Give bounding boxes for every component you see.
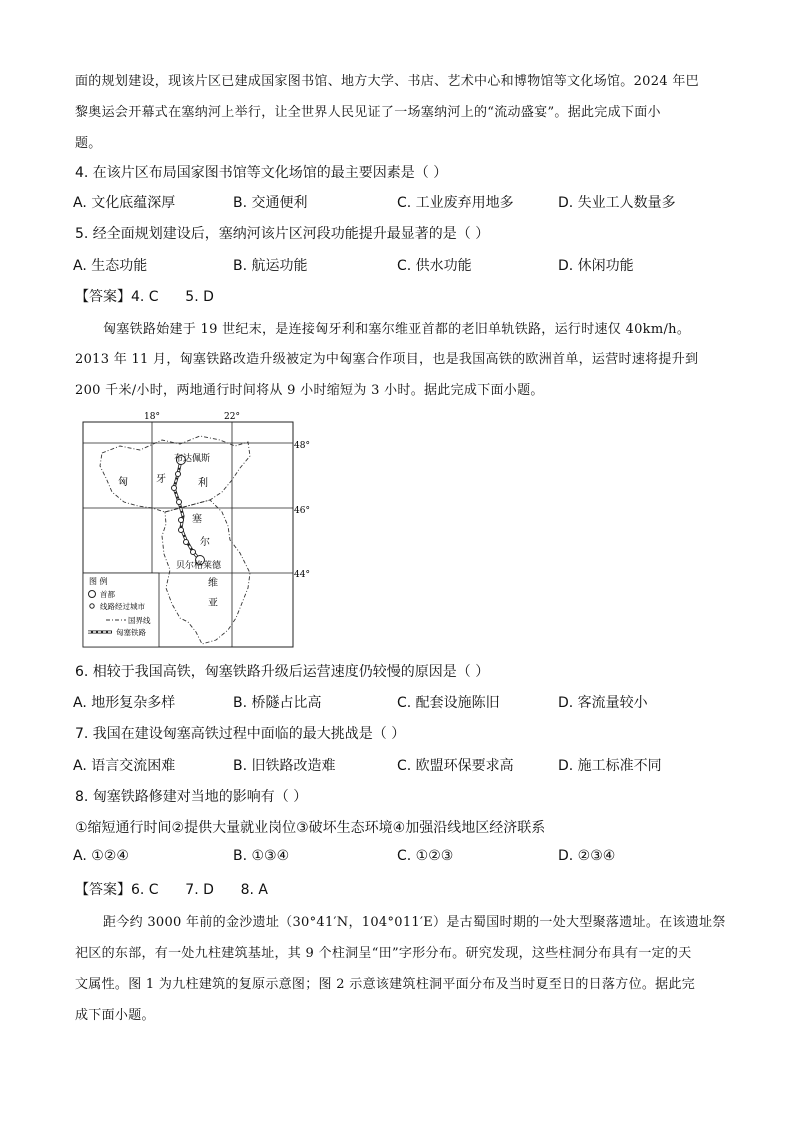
question-4-option-d[interactable]: D. 失业工人数量多 <box>558 195 676 211</box>
country-char-2: 牙 <box>156 474 166 485</box>
question-6-option-c[interactable]: C. 配套设施陈旧 <box>397 695 500 711</box>
passage-2-line-3: 200 千米/小时，两地通行时间将从 9 小时缩短为 3 小时。据此完成下面小题。 <box>75 383 544 398</box>
hungary-serbia-railway-map <box>80 408 318 648</box>
answer-block-2: 【答案】6. C 7. D 8. A <box>75 882 268 898</box>
city-label-budapest: 布达佩斯 <box>174 454 211 464</box>
question-4-option-b[interactable]: B. 交通便利 <box>233 195 308 211</box>
intro-line-2: 黎奥运会开幕式在塞纳河上举行，让全世界人民见证了一场塞纳河上的“流动盛宴”。据此完成下面小 <box>75 105 661 120</box>
legend-city-label: 线路经过城市 <box>100 602 145 611</box>
question-8-option-c[interactable]: C. ①②③ <box>397 848 454 864</box>
question-6-option-d[interactable]: D. 客流量较小 <box>558 695 648 711</box>
lon-label-18: 18° <box>144 412 160 422</box>
question-6-option-a[interactable]: A. 地形复杂多样 <box>73 695 176 711</box>
country-char-5: 尔 <box>200 537 210 548</box>
passage-3-line-1: 距今约 3000 年前的金沙遗址（30°41′N，104°011′E）是古蜀国时期的一处大型聚落遗址。在该遗址祭 <box>103 915 726 930</box>
lat-label-48: 48° <box>294 441 310 451</box>
answer-block-1: 【答案】4. C 5. D <box>75 289 214 305</box>
passage-2-line-1: 匈塞铁路始建于 19 世纪末，是连接匈牙利和塞尔维亚首都的老旧单轨铁路，运行时速仅 40km/h。 <box>103 322 691 337</box>
question-7-option-d[interactable]: D. 施工标准不同 <box>558 758 662 774</box>
legend-city-icon <box>90 604 94 608</box>
question-7-option-a[interactable]: A. 语言交流困难 <box>73 758 176 774</box>
question-5-option-c[interactable]: C. 供水功能 <box>397 258 472 274</box>
question-4-option-c[interactable]: C. 工业废弃用地多 <box>397 195 514 211</box>
country-char-6: 维 <box>208 578 218 589</box>
passage-3-line-4: 成下面小题。 <box>75 1008 155 1023</box>
city-marker <box>191 550 196 555</box>
legend-border-label: 国界线 <box>128 616 151 625</box>
city-marker <box>172 486 177 491</box>
lat-label-44: 44° <box>294 570 310 580</box>
question-8-option-b[interactable]: B. ①③④ <box>233 848 290 864</box>
question-7-option-c[interactable]: C. 欧盟环保要求高 <box>397 758 514 774</box>
question-8-option-a[interactable]: A. ①②④ <box>73 848 129 864</box>
city-marker <box>176 472 181 477</box>
passage-2-line-2: 2013 年 11 月，匈塞铁路改造升级被定为中匈塞合作项目，也是我国高铁的欧洲首单，运营时速将提升到 <box>75 352 699 367</box>
country-char-7: 亚 <box>208 598 218 609</box>
question-5-option-a[interactable]: A. 生态功能 <box>73 258 148 274</box>
question-5-option-b[interactable]: B. 航运功能 <box>233 258 308 274</box>
legend-capital-icon <box>89 591 96 598</box>
lat-label-46: 46° <box>294 506 310 516</box>
question-6-option-b[interactable]: B. 桥隧占比高 <box>233 695 322 711</box>
question-8-statements: ①缩短通行时间②提供大量就业岗位③破坏生态环境④加强沿线地区经济联系 <box>75 820 546 836</box>
legend-railway-label: 匈塞铁路 <box>116 628 146 637</box>
question-7-stem: 7. 我国在建设匈塞高铁过程中面临的最大挑战是（ ） <box>75 726 406 742</box>
question-8-stem: 8. 匈塞铁路修建对当地的影响有（ ） <box>75 789 308 805</box>
question-7-option-b[interactable]: B. 旧铁路改造难 <box>233 758 336 774</box>
lon-label-22: 22° <box>224 412 240 422</box>
question-4-stem: 4. 在该片区布局国家图书馆等文化场馆的最主要因素是（ ） <box>75 165 448 181</box>
legend-capital-label: 首都 <box>100 590 115 599</box>
country-char-3: 利 <box>198 478 208 489</box>
country-char-4: 塞 <box>192 514 202 525</box>
city-marker <box>184 540 189 545</box>
city-label-belgrade: 贝尔格莱德 <box>176 561 222 571</box>
city-marker <box>179 528 184 533</box>
question-5-stem: 5. 经全面规划建设后，塞纳河该片区河段功能提升最显著的是（ ） <box>75 226 490 242</box>
question-8-option-d[interactable]: D. ②③④ <box>558 848 616 864</box>
question-5-option-d[interactable]: D. 休闲功能 <box>558 258 634 274</box>
legend-title: 图 例 <box>89 577 108 586</box>
map-legend <box>83 573 159 647</box>
passage-3-line-2: 祀区的东部，有一处九柱建筑基址，其 9 个柱洞呈“田”字形分布。研究发现，这些柱洞分布具有一定的天 <box>75 946 692 961</box>
city-marker <box>179 518 184 523</box>
passage-3-line-3: 文属性。图 1 为九柱建筑的复原示意图；图 2 示意该建筑柱洞平面分布及当时夏至日的日落方位。据此完 <box>75 977 696 992</box>
question-6-stem: 6. 相较于我国高铁，匈塞铁路升级后运营速度仍较慢的原因是（ ） <box>75 664 490 680</box>
intro-line-1: 面的规划建设，现该片区已建成国家图书馆、地方大学、书店、艺术中心和博物馆等文化场馆。2024 年巴 <box>75 74 699 89</box>
question-4-option-a[interactable]: A. 文化底蕴深厚 <box>73 195 176 211</box>
intro-line-3: 题。 <box>75 136 102 151</box>
serbia-border <box>162 500 250 644</box>
city-marker <box>177 500 182 505</box>
country-char-1: 匈 <box>118 477 128 488</box>
